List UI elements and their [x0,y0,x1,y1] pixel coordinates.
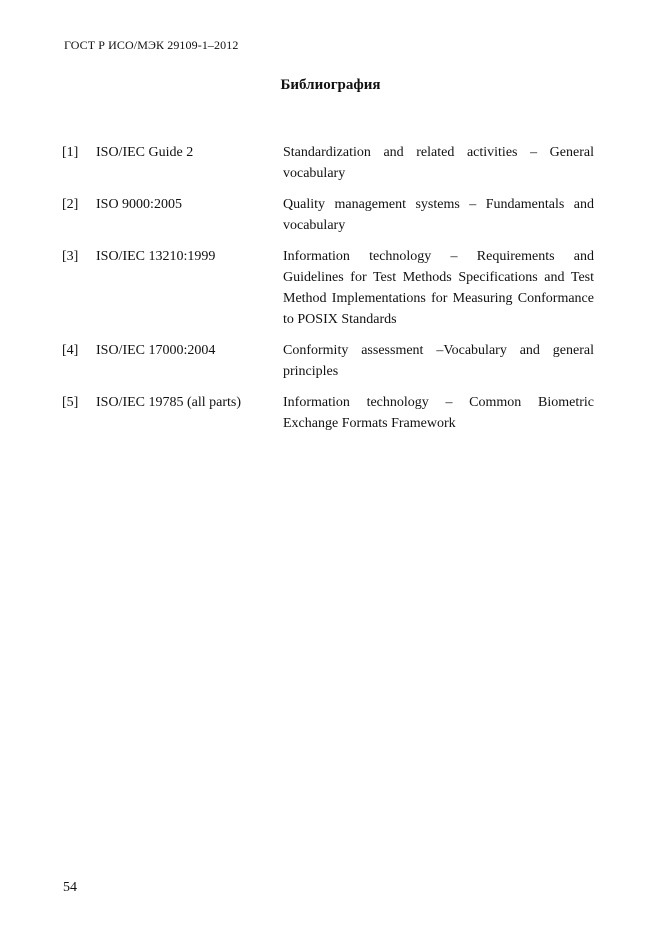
entry-description: Quality management systems – Fundamentals and vocabulary [283,197,594,233]
entry-reference: ISO/IEC 19785 (all parts) [96,395,242,410]
entry-number: [3] [62,249,79,264]
bibliography-list [62,142,594,444]
entry-number: [5] [62,395,79,410]
entry-reference: ISO/IEC 17000:2004 [96,343,216,358]
page-number: 54 [63,880,77,895]
entry-number: [4] [62,343,79,358]
entry-reference: ISO 9000:2005 [96,197,182,212]
document-code-header: ГОСТ Р ИСО/МЭК 29109-1–2012 [64,38,239,52]
bibliography-entry-5 [62,392,594,434]
entry-reference: ISO/IEC 13210:1999 [96,249,216,264]
entry-reference: ISO/IEC Guide 2 [96,145,194,160]
page-title: Библиография [280,77,381,93]
entry-description: Conformity assessment –Vocabulary and general principles [283,343,594,379]
entry-number: [2] [62,197,79,212]
entry-description: Information technology – Requirements and Guidelines for Test Methods Specifications and Test Method Implementations for Measuring Conformance to POSIX Standards [283,249,594,327]
bibliography-entry-2 [62,194,594,236]
entry-description: Information technology – Common Biometric Exchange Formats Framework [283,395,594,431]
bibliography-entry-3 [62,246,594,330]
bibliography-entry-4 [62,340,594,382]
bibliography-entry-1 [62,142,594,184]
entry-number: [1] [62,145,79,160]
entry-description: Standardization and related activities – General vocabulary [283,145,594,181]
